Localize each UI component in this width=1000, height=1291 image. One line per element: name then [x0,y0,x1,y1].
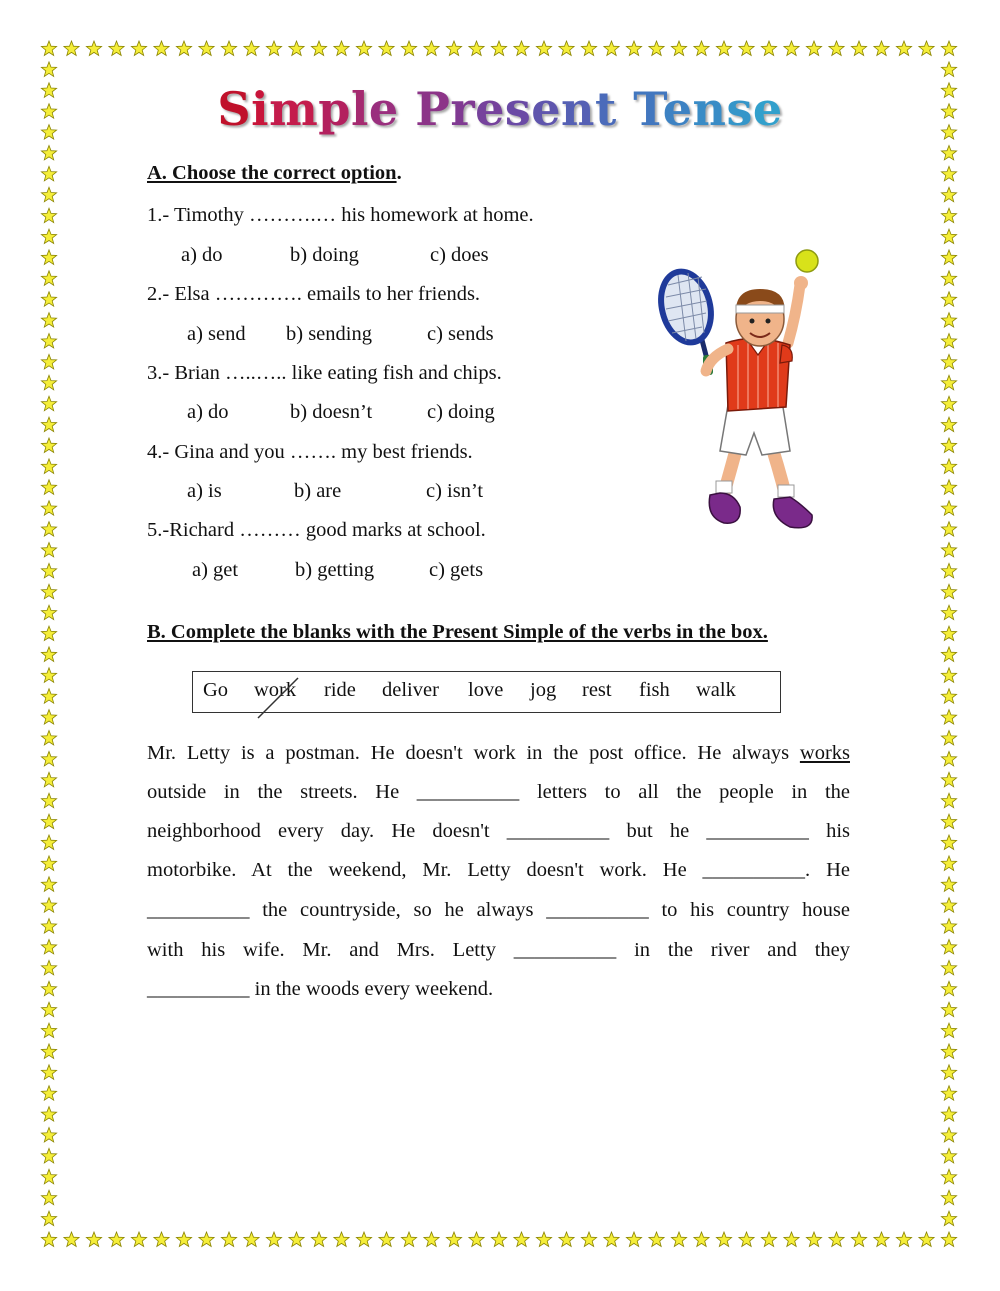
star-icon [41,208,56,222]
star-icon [154,41,169,56]
star-icon [41,1232,56,1247]
page-title [0,82,1000,136]
star-icon [896,41,911,56]
star-icon [221,1232,236,1247]
title-letter: e [531,82,562,136]
star-icon [424,41,439,56]
star-icon [41,41,56,56]
star-icon [41,250,56,265]
verb-work: work [254,679,297,701]
paragraph-line-1: Mr. Letty is a postman. He doesn't work in the post office. He always works [147,742,850,764]
star-icon [941,877,956,892]
star-icon [41,689,56,704]
section-b-heading: B. Complete the blanks with the Present Simple of the verbs in the box. [147,621,768,643]
star-icon [356,1232,371,1247]
star-icon [244,1232,259,1247]
title-letter: t [594,82,617,136]
question-3: 3.- Brian …..….. like eating fish and chips. [147,362,502,384]
star-icon [311,1232,326,1247]
star-icon [41,835,56,850]
star-icon [941,522,956,537]
star-icon [491,1232,506,1247]
star-icon [446,1232,461,1247]
star-icon [199,41,214,56]
star-icon [559,41,574,56]
star-icon [41,605,56,619]
section-a-heading: A. Choose the correct option. [147,162,402,184]
star-icon [694,1232,709,1247]
q3-option-c[interactable]: c) doing [427,401,495,423]
star-icon [761,1232,776,1247]
star-icon [941,1044,956,1059]
star-icon [41,731,56,746]
star-icon [941,710,956,725]
title-letter [399,82,416,136]
star-icon [941,1190,956,1205]
q5-option-a[interactable]: a) get [192,559,239,581]
star-icon [64,1232,79,1247]
star-icon [41,1128,56,1143]
star-icon [941,1065,956,1080]
title-letter: r [450,82,476,136]
star-icon [874,1232,889,1247]
star-icon [716,1232,731,1247]
star-icon [941,814,956,829]
q1-option-c[interactable]: c) does [430,244,489,266]
title-letter: s [726,82,753,136]
star-icon [41,647,56,662]
star-icon [41,375,56,390]
star-icon [41,543,56,557]
star-icon [41,981,56,995]
title-letter: s [504,82,532,136]
star-icon [41,396,56,411]
star-icon [379,1232,394,1247]
star-icon [581,1232,596,1247]
star-icon [109,1232,124,1247]
verb-go: Go [203,679,229,701]
star-icon [266,1232,281,1247]
crossed-out-mark [254,674,304,720]
star-icon [41,459,56,474]
star-icon [64,41,79,56]
example-answer: works [799,742,850,764]
star-icon [41,710,56,725]
star-icon [851,1232,866,1247]
star-icon [941,898,956,913]
star-icon [671,1232,686,1247]
star-icon [941,689,956,704]
star-icon [784,41,799,56]
title-letter: e [368,82,399,136]
star-icon [941,166,956,180]
star-icon [469,1232,484,1247]
star-icon [514,1232,529,1247]
star-icon [941,187,956,201]
star-icon [784,1232,799,1247]
star-icon [941,229,956,243]
title-letter: P [415,82,451,136]
star-icon [941,856,956,871]
q4-option-b[interactable]: b) are [294,480,342,502]
paragraph-line-2: outside in the streets. He __________ letters to all the people in the [147,781,850,803]
star-icon [41,438,56,453]
question-5: 5.-Richard ……… good marks at school. [147,519,486,541]
star-icon [941,62,956,77]
star-icon [941,940,956,954]
star-icon [41,1002,56,1016]
star-icon [109,41,124,56]
star-icon [941,751,956,766]
star-icon [41,1169,56,1184]
star-icon [41,584,56,598]
star-icon [41,960,56,974]
star-icon [941,41,956,56]
star-icon [176,41,191,56]
star-icon [941,292,956,307]
star-icon [41,334,56,349]
star-icon [941,250,956,265]
star-icon [941,375,956,390]
star-icon [919,1232,934,1247]
star-icon [41,563,56,577]
star-icon [536,41,551,56]
title-letter: p [318,82,351,136]
q1-option-b[interactable]: b) doing [290,244,359,266]
star-icon [851,41,866,56]
star-icon [941,271,956,286]
star-icon [941,835,956,850]
star-icon [334,1232,349,1247]
star-icon [41,187,56,201]
star-icon [356,41,371,56]
star-icon [716,41,731,56]
star-icon [626,41,641,56]
star-icon [41,898,56,913]
title-letter: n [561,82,595,136]
star-icon [41,1211,56,1226]
star-icon [41,354,56,369]
verb-love: love [468,679,504,701]
q1-option-a[interactable]: a) do [181,244,223,266]
star-icon [154,1232,169,1247]
star-icon [941,1107,956,1122]
tennis-ball-icon [796,250,818,272]
star-icon [941,1211,956,1226]
title-letter: T [633,82,663,136]
star-icon [41,1086,56,1101]
title-letter: i [251,82,270,136]
star-icon [806,1232,821,1247]
star-icon [41,877,56,892]
star-icon [874,41,889,56]
star-icon [86,1232,101,1247]
star-icon [941,626,956,640]
star-icon [469,41,484,56]
star-icon [941,313,956,328]
title-letter [617,82,634,136]
star-icon [941,981,956,995]
star-icon [41,668,56,683]
tennis-player-illustration [650,245,830,535]
star-icon [941,584,956,598]
star-icon [41,501,56,516]
star-icon [41,919,56,934]
verb-ride: ride [324,679,356,701]
star-icon [671,41,686,56]
verb-walk: walk [696,679,736,701]
star-icon [199,1232,214,1247]
star-icon [86,41,101,56]
star-icon [896,1232,911,1247]
star-icon [941,543,956,557]
title-letter: e [752,82,783,136]
star-icon [41,772,56,787]
star-icon [131,41,146,56]
star-icon [491,41,506,56]
star-icon [41,313,56,328]
star-icon [266,41,281,56]
star-icon [941,1023,956,1037]
star-icon [41,1148,56,1163]
star-icon [41,814,56,829]
star-icon [919,41,934,56]
star-icon [739,41,754,56]
star-icon [739,1232,754,1247]
star-icon [649,1232,664,1247]
title-letter: e [662,82,693,136]
star-icon [941,459,956,474]
star-icon [41,62,56,77]
star-icon [41,1065,56,1080]
star-icon [829,41,844,56]
q4-option-c[interactable]: c) isn’t [426,480,484,502]
title-letter: m [269,82,319,136]
star-icon [41,856,56,871]
star-icon [941,919,956,934]
star-icon [446,41,461,56]
star-icon [941,208,956,222]
verb-deliver: deliver [382,679,439,701]
star-icon [244,41,259,56]
star-icon [941,960,956,974]
title-letter: l [350,82,369,136]
star-icon [41,146,56,160]
star-icon [649,41,664,56]
star-icon [334,41,349,56]
star-icon [941,668,956,683]
star-icon [941,1169,956,1184]
q2-option-c[interactable]: c) sends [427,323,494,345]
star-icon [41,1044,56,1059]
star-icon [41,1107,56,1122]
star-icon [941,793,956,808]
star-icon [176,1232,191,1247]
question-4: 4.- Gina and you ……. my best friends. [147,441,473,463]
star-icon [41,271,56,286]
star-icon [941,731,956,746]
question-1: 1.- Timothy ……….… his homework at home. [147,204,534,226]
star-icon [41,1023,56,1037]
star-icon [941,1128,956,1143]
star-icon [41,793,56,808]
star-icon [941,1232,956,1247]
q5-option-b[interactable]: b) getting [295,559,375,581]
star-icon [41,480,56,495]
q5-option-c[interactable]: c) gets [429,559,484,581]
star-icon [289,1232,304,1247]
star-icon [941,146,956,160]
star-icon [941,417,956,432]
star-icon [941,563,956,577]
star-icon [941,438,956,453]
paragraph-line-7: __________ in the woods every weekend. [147,978,494,1000]
star-icon [941,1148,956,1163]
q3-option-b[interactable]: b) doesn’t [290,401,373,423]
star-icon [41,166,56,180]
star-icon [41,229,56,243]
star-icon [41,522,56,537]
star-icon [41,292,56,307]
star-icon [941,1002,956,1016]
star-icon [311,41,326,56]
q2-option-a[interactable]: a) send [187,323,246,345]
star-icon [536,1232,551,1247]
star-icon [41,417,56,432]
star-icon [941,354,956,369]
q3-option-a[interactable]: a) do [187,401,229,423]
star-icon [604,1232,619,1247]
star-icon [401,1232,416,1247]
title-letter: e [475,82,505,136]
star-icon [41,940,56,954]
star-icon [604,41,619,56]
star-icon [829,1232,844,1247]
star-icon [626,1232,641,1247]
verb-jog: jog [530,679,557,701]
verb-fish: fish [639,679,670,701]
star-icon [941,480,956,495]
verb-rest: rest [582,679,612,701]
star-icon [941,772,956,787]
star-icon [559,1232,574,1247]
star-icon [694,41,709,56]
q4-option-a[interactable]: a) is [187,480,222,502]
star-icon [41,626,56,640]
title-letter: n [692,82,727,136]
star-icon [941,396,956,411]
star-icon [514,41,529,56]
star-icon [379,41,394,56]
star-icon [941,501,956,516]
q2-option-b[interactable]: b) sending [286,323,372,345]
star-icon [806,41,821,56]
paragraph-line-3: neighborhood every day. He doesn't __________ but he __________ his [147,820,850,842]
star-icon [941,334,956,349]
star-icon [941,647,956,662]
star-icon [401,41,416,56]
star-icon [41,751,56,766]
star-icon [424,1232,439,1247]
paragraph-line-6: with his wife. Mr. and Mrs. Letty __________ in the river and they [147,939,850,961]
title-letter: S [217,82,252,136]
star-icon [289,41,304,56]
star-icon [761,41,776,56]
paragraph-line-5: __________ the countryside, so he always __________ to his country house [147,899,850,921]
paragraph-line-4: motorbike. At the weekend, Mr. Letty doesn't work. He __________. He [147,859,850,881]
star-icon [941,605,956,619]
star-icon [221,41,236,56]
question-2: 2.- Elsa …………. emails to her friends. [147,283,481,305]
star-icon [41,1190,56,1205]
star-icon [941,1086,956,1101]
star-icon [131,1232,146,1247]
star-icon [581,41,596,56]
